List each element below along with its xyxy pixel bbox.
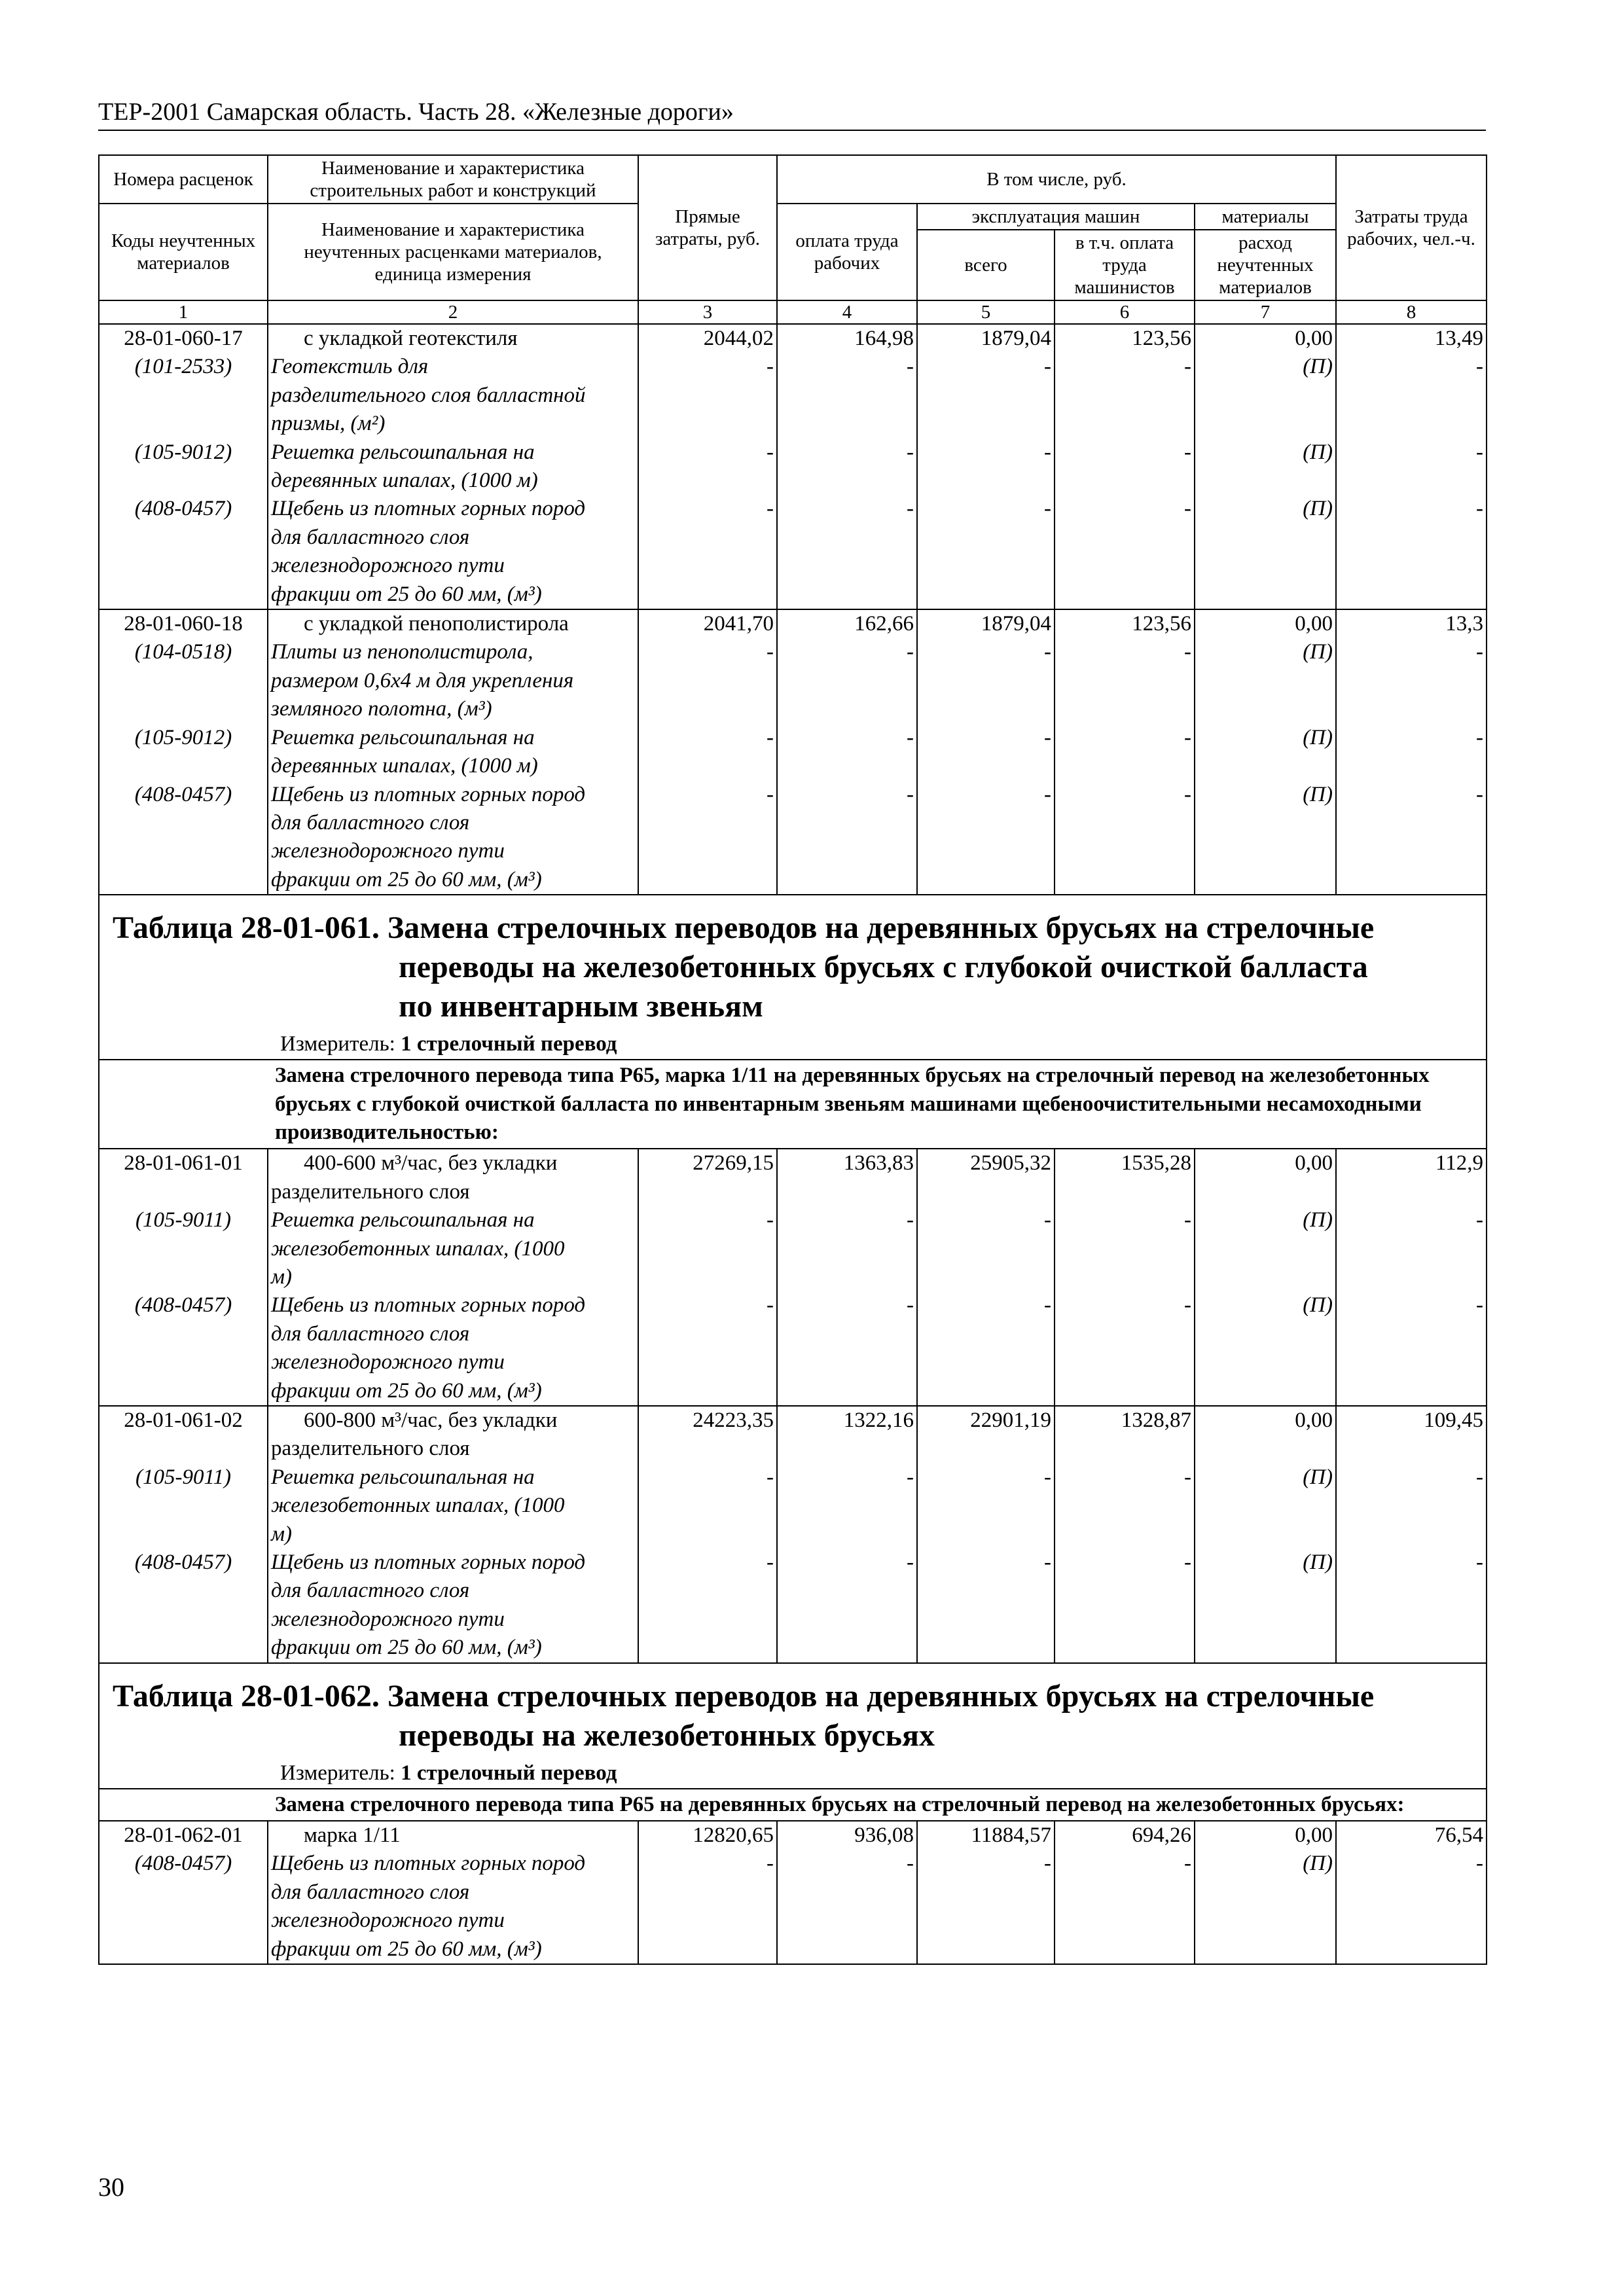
- rate-title-line: разделительного слоя: [271, 1437, 470, 1461]
- material-dash: -: [777, 724, 917, 781]
- table-title: [113, 908, 1479, 1026]
- col-num-2: 2: [268, 300, 638, 324]
- material-dash: -: [1336, 724, 1487, 781]
- value-col-8: 112,9: [1336, 1149, 1487, 1206]
- col-name: Наименование и характеристика строительных работ и конструкций: [268, 155, 638, 204]
- material-code: (101-2533): [99, 353, 268, 438]
- rate-title-line: 400-600 м³/час, без укладки: [304, 1151, 558, 1175]
- material-dash: -: [777, 638, 917, 723]
- col-labor-cost: Затраты труда рабочих, чел.-ч.: [1336, 155, 1487, 300]
- material-name-line: для балластного слоя: [271, 1579, 470, 1603]
- rate-code: 28-01-061-02: [99, 1406, 268, 1463]
- value-col-6: 1328,87: [1055, 1406, 1195, 1463]
- material-dash: -: [777, 1463, 917, 1549]
- header-rule: [98, 130, 1486, 131]
- material-mark: (П): [1195, 439, 1336, 495]
- col-labor: оплата труда рабочих: [777, 204, 917, 300]
- material-name-line: железнодорожного пути: [271, 839, 505, 863]
- material-name-line: для балластного слоя: [271, 810, 470, 834]
- material-dash: -: [638, 1291, 777, 1406]
- col-num-8: 8: [1336, 300, 1487, 324]
- material-dash: -: [777, 1850, 917, 1964]
- col-mat-names: Наименование и характеристика неучтенных расценками материалов, единица измерения: [268, 204, 638, 300]
- value-col-7: 0,00: [1195, 324, 1336, 353]
- material-row: [99, 1206, 1487, 1291]
- material-name-line: фракции от 25 до 60 мм, (м³): [271, 1636, 542, 1660]
- value-col-6: 1535,28: [1055, 1149, 1195, 1206]
- material-name: [268, 781, 638, 895]
- running-header: ТЕР-2001 Самарская область. Часть 28. «Железные дороги»: [98, 98, 734, 126]
- col-materials-sub: расход неучтенных материалов: [1195, 230, 1336, 300]
- value-col-7: 0,00: [1195, 1406, 1336, 1463]
- material-code: (105-9011): [99, 1463, 268, 1549]
- material-dash: -: [638, 439, 777, 495]
- value-col-8: 76,54: [1336, 1821, 1487, 1850]
- material-name-line: размером 0,6х4 м для укрепления: [271, 668, 574, 692]
- col-rate-number: Номера расценок: [99, 155, 268, 204]
- value-col-8: 13,49: [1336, 324, 1487, 353]
- material-row: [99, 353, 1487, 438]
- page-number: 30: [98, 2172, 124, 2202]
- material-dash: -: [777, 353, 917, 438]
- material-name: [268, 439, 638, 495]
- material-row: [99, 439, 1487, 495]
- measure-label: Измеритель:: [280, 1761, 395, 1785]
- material-dash: -: [1336, 781, 1487, 895]
- value-col-5: 1879,04: [917, 609, 1055, 638]
- value-col-3: 2041,70: [638, 609, 777, 638]
- rate-title: [268, 609, 638, 638]
- material-dash: -: [1055, 353, 1195, 438]
- value-col-7: 0,00: [1195, 1821, 1336, 1850]
- value-col-3: 24223,35: [638, 1406, 777, 1463]
- value-col-5: 22901,19: [917, 1406, 1055, 1463]
- material-dash: -: [1055, 1850, 1195, 1964]
- material-row: [99, 1850, 1487, 1964]
- material-dash: -: [1055, 439, 1195, 495]
- col-num-6: 6: [1055, 300, 1195, 324]
- value-col-8: 109,45: [1336, 1406, 1487, 1463]
- material-mark: (П): [1195, 724, 1336, 781]
- material-row: [99, 781, 1487, 895]
- material-dash: -: [638, 1206, 777, 1291]
- value-col-4: 164,98: [777, 324, 917, 353]
- description-row: [99, 1060, 1487, 1149]
- material-dash: -: [1336, 1463, 1487, 1549]
- material-dash: -: [1336, 439, 1487, 495]
- material-dash: -: [638, 1850, 777, 1964]
- material-mark: (П): [1195, 1850, 1336, 1964]
- material-mark: (П): [1195, 353, 1336, 438]
- material-mark: (П): [1195, 495, 1336, 609]
- table-row: [99, 1821, 1487, 1850]
- material-row: [99, 724, 1487, 781]
- material-mark: (П): [1195, 781, 1336, 895]
- table-title-line: Замена стрелочных переводов на деревянных брусьях на стрелочные: [387, 910, 1375, 946]
- measure-label: Измеритель:: [280, 1032, 395, 1056]
- material-name-line: железнодорожного пути: [271, 1909, 505, 1933]
- material-dash: -: [638, 724, 777, 781]
- material-dash: -: [1055, 1549, 1195, 1663]
- material-dash: -: [917, 781, 1055, 895]
- material-name: [268, 638, 638, 723]
- rate-title-line: с укладкой пенополистирола: [304, 612, 569, 636]
- material-dash: -: [638, 638, 777, 723]
- material-code: (408-0457): [99, 1549, 268, 1663]
- value-col-7: 0,00: [1195, 609, 1336, 638]
- material-dash: -: [1336, 353, 1487, 438]
- material-name: [268, 1850, 638, 1964]
- material-dash: -: [638, 781, 777, 895]
- rate-code: 28-01-062-01: [99, 1821, 268, 1850]
- material-code: (408-0457): [99, 495, 268, 609]
- table-title-line: Замена стрелочных переводов на деревянных брусьях на стрелочные: [387, 1678, 1375, 1713]
- material-code: (408-0457): [99, 1291, 268, 1406]
- col-num-1: 1: [99, 300, 268, 324]
- material-dash: -: [1336, 638, 1487, 723]
- material-dash: -: [638, 1549, 777, 1663]
- material-dash: -: [917, 1549, 1055, 1663]
- value-col-6: 694,26: [1055, 1821, 1195, 1850]
- col-materials: материалы: [1195, 204, 1336, 230]
- material-dash: -: [917, 1463, 1055, 1549]
- material-dash: -: [1336, 1206, 1487, 1291]
- material-name: [268, 1463, 638, 1549]
- table-row: [99, 609, 1487, 638]
- material-mark: (П): [1195, 1463, 1336, 1549]
- material-row: [99, 1549, 1487, 1663]
- description-row: [99, 1789, 1487, 1821]
- material-dash: -: [1055, 1291, 1195, 1406]
- material-name-line: Щебень из плотных горных пород: [271, 1551, 586, 1575]
- material-dash: -: [1055, 495, 1195, 609]
- value-col-4: 1322,16: [777, 1406, 917, 1463]
- col-num-3: 3: [638, 300, 777, 324]
- material-name-line: м): [271, 1522, 293, 1546]
- col-machines-labor: в т.ч. оплата труда машинистов: [1055, 230, 1195, 300]
- material-name: [268, 1206, 638, 1291]
- rate-title-line: разделительного слоя: [271, 1179, 470, 1204]
- material-name-line: железобетонных шпалах, (1000: [271, 1236, 565, 1261]
- rates-table: [98, 154, 1487, 1965]
- material-row: [99, 638, 1487, 723]
- col-num-7: 7: [1195, 300, 1336, 324]
- measure-unit: [113, 1030, 1479, 1058]
- table-title-line: по инвентарным звеньям: [399, 989, 763, 1024]
- material-dash: -: [777, 781, 917, 895]
- value-col-5: 1879,04: [917, 324, 1055, 353]
- value-col-5: 25905,32: [917, 1149, 1055, 1206]
- material-name: [268, 353, 638, 438]
- material-name-line: Решетка рельсошпальная на: [271, 725, 535, 749]
- material-name-line: Щебень из плотных горных пород: [271, 1852, 586, 1876]
- material-row: [99, 1463, 1487, 1549]
- value-col-5: 11884,57: [917, 1821, 1055, 1850]
- material-name-line: м): [271, 1265, 293, 1289]
- value-col-6: 123,56: [1055, 324, 1195, 353]
- material-name-line: Решетка рельсошпальная на: [271, 1208, 535, 1232]
- material-dash: -: [1336, 1549, 1487, 1663]
- measure-value: 1 стрелочный перевод: [401, 1761, 617, 1785]
- value-col-3: 2044,02: [638, 324, 777, 353]
- material-name: [268, 724, 638, 781]
- material-name: [268, 1291, 638, 1406]
- table-body: [99, 324, 1487, 1964]
- material-name-line: фракции от 25 до 60 мм, (м³): [271, 867, 542, 891]
- rate-title: [268, 1149, 638, 1206]
- material-name-line: Щебень из плотных горных пород: [271, 782, 586, 806]
- table-title: [113, 1677, 1479, 1755]
- material-name-line: фракции от 25 до 60 мм, (м³): [271, 1378, 542, 1403]
- material-row: [99, 495, 1487, 609]
- material-dash: -: [917, 1291, 1055, 1406]
- material-name-line: Щебень из плотных горных пород: [271, 497, 586, 521]
- material-dash: -: [638, 353, 777, 438]
- table-heading-row: [99, 895, 1487, 1060]
- col-num-5: 5: [917, 300, 1055, 324]
- col-num-4: 4: [777, 300, 917, 324]
- col-machines: эксплуатация машин: [917, 204, 1195, 230]
- material-name-line: Щебень из плотных горных пород: [271, 1293, 586, 1318]
- table-head: [99, 155, 1487, 324]
- rate-title-line: 600-800 м³/час, без укладки: [304, 1408, 558, 1432]
- work-description: Замена стрелочного перевода типа Р65 на деревянных брусьях на стрелочный перевод на железобетонных брусьях:: [99, 1789, 1487, 1821]
- material-dash: -: [638, 495, 777, 609]
- material-mark: (П): [1195, 1291, 1336, 1406]
- material-name-line: фракции от 25 до 60 мм, (м³): [271, 582, 542, 606]
- material-name-line: земляного полотна, (м³): [271, 697, 492, 721]
- value-col-8: 13,3: [1336, 609, 1487, 638]
- material-dash: -: [777, 1291, 917, 1406]
- value-col-4: 936,08: [777, 1821, 917, 1850]
- material-dash: -: [777, 1549, 917, 1663]
- material-name-line: для балластного слоя: [271, 1880, 470, 1904]
- material-dash: -: [1055, 638, 1195, 723]
- material-name: [268, 495, 638, 609]
- table-label: Таблица 28-01-062.: [113, 1678, 380, 1713]
- table-title-line: переводы на железобетонных брусьях с глубокой очисткой балласта: [399, 950, 1368, 985]
- table-heading: [99, 1663, 1487, 1789]
- material-dash: -: [917, 638, 1055, 723]
- material-dash: -: [1055, 724, 1195, 781]
- col-incl: В том числе, руб.: [777, 155, 1336, 204]
- material-code: (105-9012): [99, 724, 268, 781]
- material-dash: -: [777, 1206, 917, 1291]
- material-name-line: железобетонных шпалах, (1000: [271, 1494, 565, 1518]
- material-dash: -: [1336, 495, 1487, 609]
- value-col-6: 123,56: [1055, 609, 1195, 638]
- value-col-4: 1363,83: [777, 1149, 917, 1206]
- material-code: (105-9011): [99, 1206, 268, 1291]
- material-code: (104-0518): [99, 638, 268, 723]
- value-col-3: 12820,65: [638, 1821, 777, 1850]
- material-name-line: призмы, (м²): [271, 412, 386, 436]
- material-dash: -: [917, 439, 1055, 495]
- material-name-line: железнодорожного пути: [271, 1607, 505, 1631]
- material-mark: (П): [1195, 1549, 1336, 1663]
- material-name-line: для балластного слоя: [271, 1321, 470, 1346]
- material-name-line: Решетка рельсошпальная на: [271, 1465, 535, 1489]
- material-mark: (П): [1195, 638, 1336, 723]
- material-dash: -: [917, 495, 1055, 609]
- material-code: (408-0457): [99, 1850, 268, 1964]
- table-row: [99, 1406, 1487, 1463]
- material-dash: -: [917, 724, 1055, 781]
- table-label: Таблица 28-01-061.: [113, 910, 380, 946]
- value-col-3: 27269,15: [638, 1149, 777, 1206]
- material-name-line: для балластного слоя: [271, 525, 470, 549]
- material-dash: -: [777, 439, 917, 495]
- material-dash: -: [1055, 1206, 1195, 1291]
- col-machines-total: всего: [917, 230, 1055, 300]
- material-name-line: фракции от 25 до 60 мм, (м³): [271, 1937, 542, 1961]
- material-row: [99, 1291, 1487, 1406]
- material-dash: -: [1055, 1463, 1195, 1549]
- material-name-line: разделительного слоя балластной: [271, 383, 586, 407]
- material-dash: -: [917, 1850, 1055, 1964]
- material-code: (105-9012): [99, 439, 268, 495]
- material-dash: -: [917, 1206, 1055, 1291]
- rate-title-line: марка 1/11: [304, 1823, 401, 1848]
- value-col-4: 162,66: [777, 609, 917, 638]
- value-col-7: 0,00: [1195, 1149, 1336, 1206]
- material-dash: -: [917, 353, 1055, 438]
- material-name-line: деревянных шпалах, (1000 м): [271, 754, 538, 778]
- rate-code: 28-01-060-18: [99, 609, 268, 638]
- material-mark: (П): [1195, 1206, 1336, 1291]
- table-title-line: переводы на железобетонных брусьях: [399, 1717, 935, 1753]
- measure-unit: [113, 1759, 1479, 1787]
- work-description: Замена стрелочного перевода типа Р65, марка 1/11 на деревянных брусьях на стрелочный перевод на железобетонных брусьях с глубокой очисткой балласта по инвентарным звеньям машинами щебеноочистительными несамоходными производительностью:: [99, 1060, 1487, 1149]
- material-name-line: Решетка рельсошпальная на: [271, 440, 535, 464]
- material-dash: -: [638, 1463, 777, 1549]
- table-row: [99, 1149, 1487, 1206]
- col-mat-codes: Коды неучтенных материалов: [99, 204, 268, 300]
- rate-code: 28-01-060-17: [99, 324, 268, 353]
- material-name-line: Геотекстиль для: [271, 355, 429, 379]
- material-name-line: железнодорожного пути: [271, 1350, 505, 1374]
- material-dash: -: [1055, 781, 1195, 895]
- material-name-line: деревянных шпалах, (1000 м): [271, 469, 538, 493]
- rate-code: 28-01-061-01: [99, 1149, 268, 1206]
- material-dash: -: [1336, 1291, 1487, 1406]
- measure-value: 1 стрелочный перевод: [401, 1032, 617, 1056]
- material-dash: -: [1336, 1850, 1487, 1964]
- material-code: (408-0457): [99, 781, 268, 895]
- material-name-line: железнодорожного пути: [271, 554, 505, 578]
- table-heading: [99, 895, 1487, 1060]
- rate-title-line: с укладкой геотекстиля: [304, 327, 518, 350]
- rate-title: [268, 1821, 638, 1850]
- rate-title: [268, 324, 638, 353]
- material-name-line: Плиты из пенополистирола,: [271, 640, 533, 664]
- material-name: [268, 1549, 638, 1663]
- table-heading-row: [99, 1663, 1487, 1789]
- table-row: [99, 324, 1487, 353]
- rate-title: [268, 1406, 638, 1463]
- material-dash: -: [777, 495, 917, 609]
- col-direct: Прямые затраты, руб.: [638, 155, 777, 300]
